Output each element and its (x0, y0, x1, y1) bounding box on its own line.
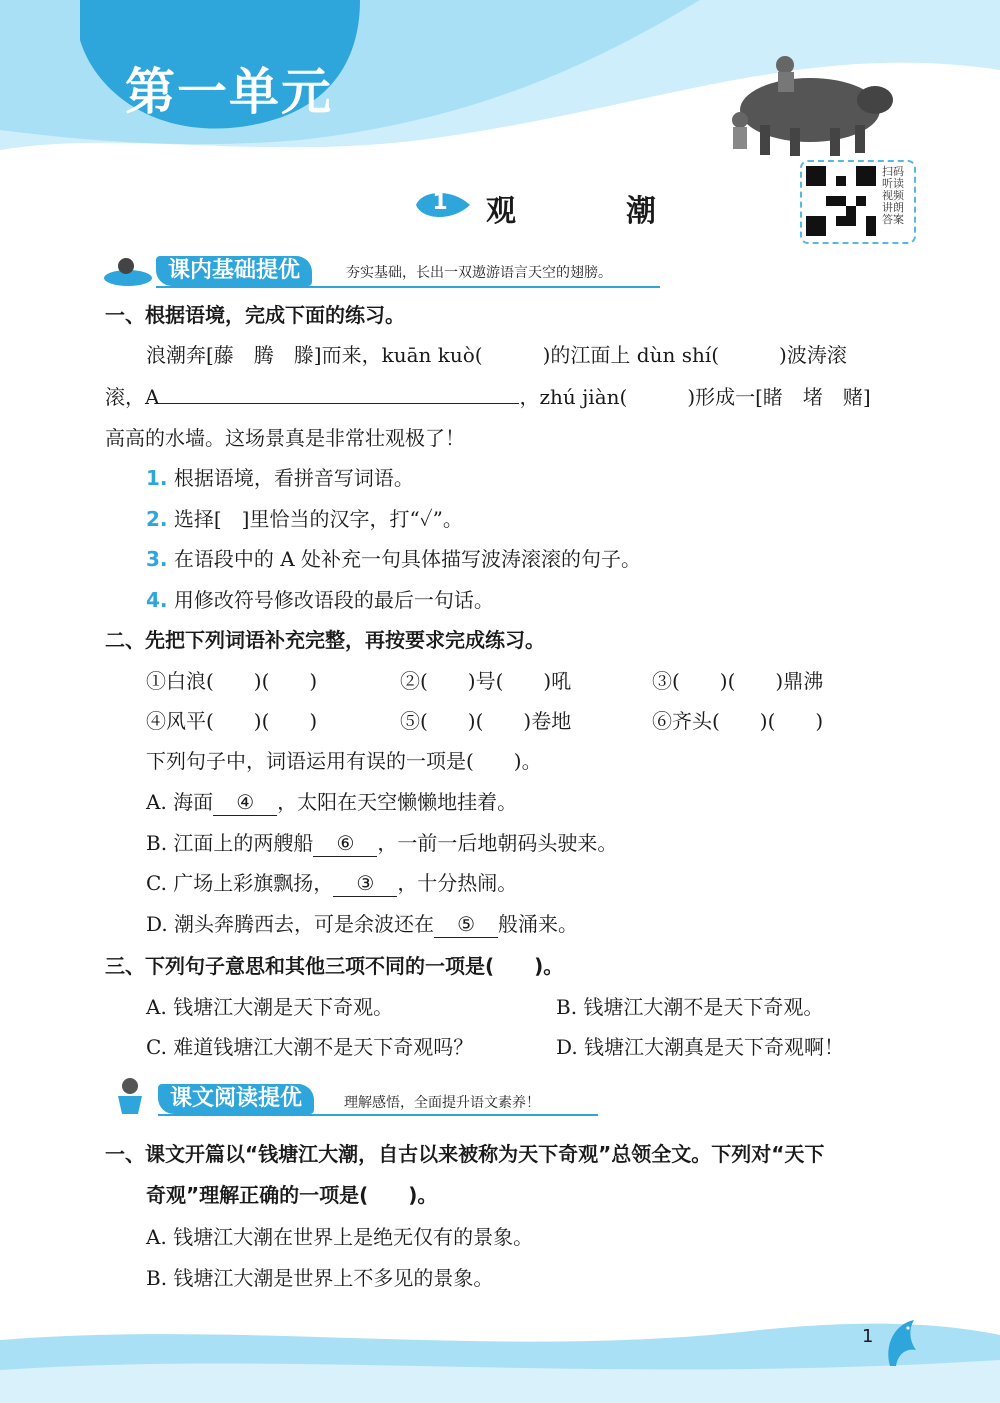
section-banner-basics (100, 256, 660, 288)
option-text: 般涌来。 (498, 912, 579, 936)
footer-wave-decoration (0, 1300, 1000, 1403)
passage-line-2 (105, 384, 871, 410)
option-text: C. 广场上彩旗飘扬， (146, 871, 334, 895)
answer-blank-a[interactable] (159, 403, 519, 404)
q3-option-d: D. 钱塘江大潮真是天下奇观啊！ (556, 1035, 845, 1059)
kid-mascot-icon (108, 1076, 158, 1116)
banner-tagline: 理解感悟，全面提升语文素养！ (344, 1095, 540, 1111)
boy-on-buffalo-illustration (700, 30, 900, 160)
question-1-title: 一、根据语境，完成下面的练习。 (105, 303, 405, 327)
passage-line-3: 高高的水墙。这场景真是非常壮观极了！ (105, 426, 465, 450)
banner-label: 课内基础提优 (156, 256, 312, 286)
idiom-item-4: ④风平( )( ) (146, 709, 318, 733)
q3-option-b: B. 钱塘江大潮不是天下奇观。 (556, 995, 824, 1019)
banner-tagline: 夯实基础，长出一双遨游语言天空的翅膀。 (346, 265, 612, 281)
idiom-item-5: ⑤( )( )卷地 (400, 709, 572, 733)
qr-caption: 扫码听读 视频讲朗 答案 (882, 165, 904, 226)
kid-mascot-icon (100, 256, 156, 288)
option-blank: ⑥ (313, 830, 377, 857)
option-b (146, 830, 617, 857)
option-text: ，十分热闹。 (397, 871, 518, 895)
passage-line-2-end: ，zhú jiàn( )形成一[睹 堵 赌] (519, 385, 871, 409)
option-blank: ④ (213, 789, 277, 816)
sub-question-3 (146, 546, 641, 572)
passage-line-2-start: 滚，A (105, 385, 160, 409)
sub-question-text: 在语段中的 A 处补充一句具体描写波涛滚滚的句子。 (173, 547, 642, 571)
q3-option-c: C. 难道钱塘江大潮不是天下奇观吗？ (146, 1035, 474, 1059)
lesson-number: 1 (432, 190, 448, 215)
q3-option-a: A. 钱塘江大潮是天下奇观。 (146, 995, 394, 1019)
passage-line-1: 浪潮奔[藤 腾 滕]而来，kuān kuò( )的江面上 dùn shí( )波涛滚 (146, 343, 847, 367)
reading-option-b: B. 钱塘江大潮是世界上不多见的景象。 (146, 1266, 494, 1290)
sub-question-2 (146, 506, 463, 532)
sub-question-text: 选择[ ]里恰当的汉字，打“✓”。 (173, 507, 463, 531)
question-3-title: 三、下列句子意思和其他三项不同的一项是( )。 (105, 954, 564, 978)
banner-underline (158, 1114, 598, 1116)
option-d (146, 911, 578, 938)
option-text: ，太阳在天空懒懒地挂着。 (277, 790, 518, 814)
sub-question-text: 根据语境，看拼音写词语。 (173, 466, 414, 490)
sub-question-text: 用修改符号修改语段的最后一句话。 (173, 588, 494, 612)
question-2-prompt: 下列句子中，词语运用有误的一项是( )。 (146, 749, 542, 773)
option-blank: ⑤ (434, 911, 498, 938)
lesson-title: 观 潮 (486, 194, 696, 229)
option-c (146, 870, 517, 897)
qr-code-icon[interactable] (806, 166, 876, 236)
sub-question-4 (146, 587, 494, 613)
sub-question-number: 1. (146, 466, 168, 490)
sub-question-number: 3. (146, 547, 168, 571)
section-banner-reading (108, 1084, 598, 1116)
option-text: ，一前一后地朝码头驶来。 (377, 831, 618, 855)
dolphin-icon (880, 1316, 924, 1372)
option-blank: ③ (333, 870, 397, 897)
page-number: 1 (862, 1326, 874, 1347)
banner-label: 课文阅读提优 (158, 1084, 314, 1114)
sub-question-1 (146, 465, 414, 491)
option-text: A. 海面 (146, 790, 214, 814)
option-a (146, 789, 517, 816)
sub-question-number: 2. (146, 507, 168, 531)
option-text: D. 潮头奔腾西去，可是余波还在 (146, 912, 435, 936)
idiom-item-3: ③( )( )鼎沸 (652, 669, 824, 693)
option-text: B. 江面上的两艘船 (146, 831, 314, 855)
sub-question-number: 4. (146, 588, 168, 612)
reading-question-1-title-cont: 奇观”理解正确的一项是( )。 (146, 1183, 438, 1207)
question-2-title: 二、先把下列词语补充完整，再按要求完成练习。 (105, 628, 545, 652)
unit-title: 第一单元 (125, 63, 333, 121)
reading-option-a: A. 钱塘江大潮在世界上是绝无仅有的景象。 (146, 1225, 534, 1249)
banner-underline (156, 286, 660, 288)
reading-question-1-title: 一、课文开篇以“钱塘江大潮，自古以来被称为天下奇观”总领全文。下列对“天下 (105, 1142, 825, 1166)
idiom-item-2: ②( )号( )吼 (400, 669, 572, 693)
idiom-item-1: ①白浪( )( ) (146, 669, 318, 693)
idiom-item-6: ⑥齐头( )( ) (652, 709, 824, 733)
